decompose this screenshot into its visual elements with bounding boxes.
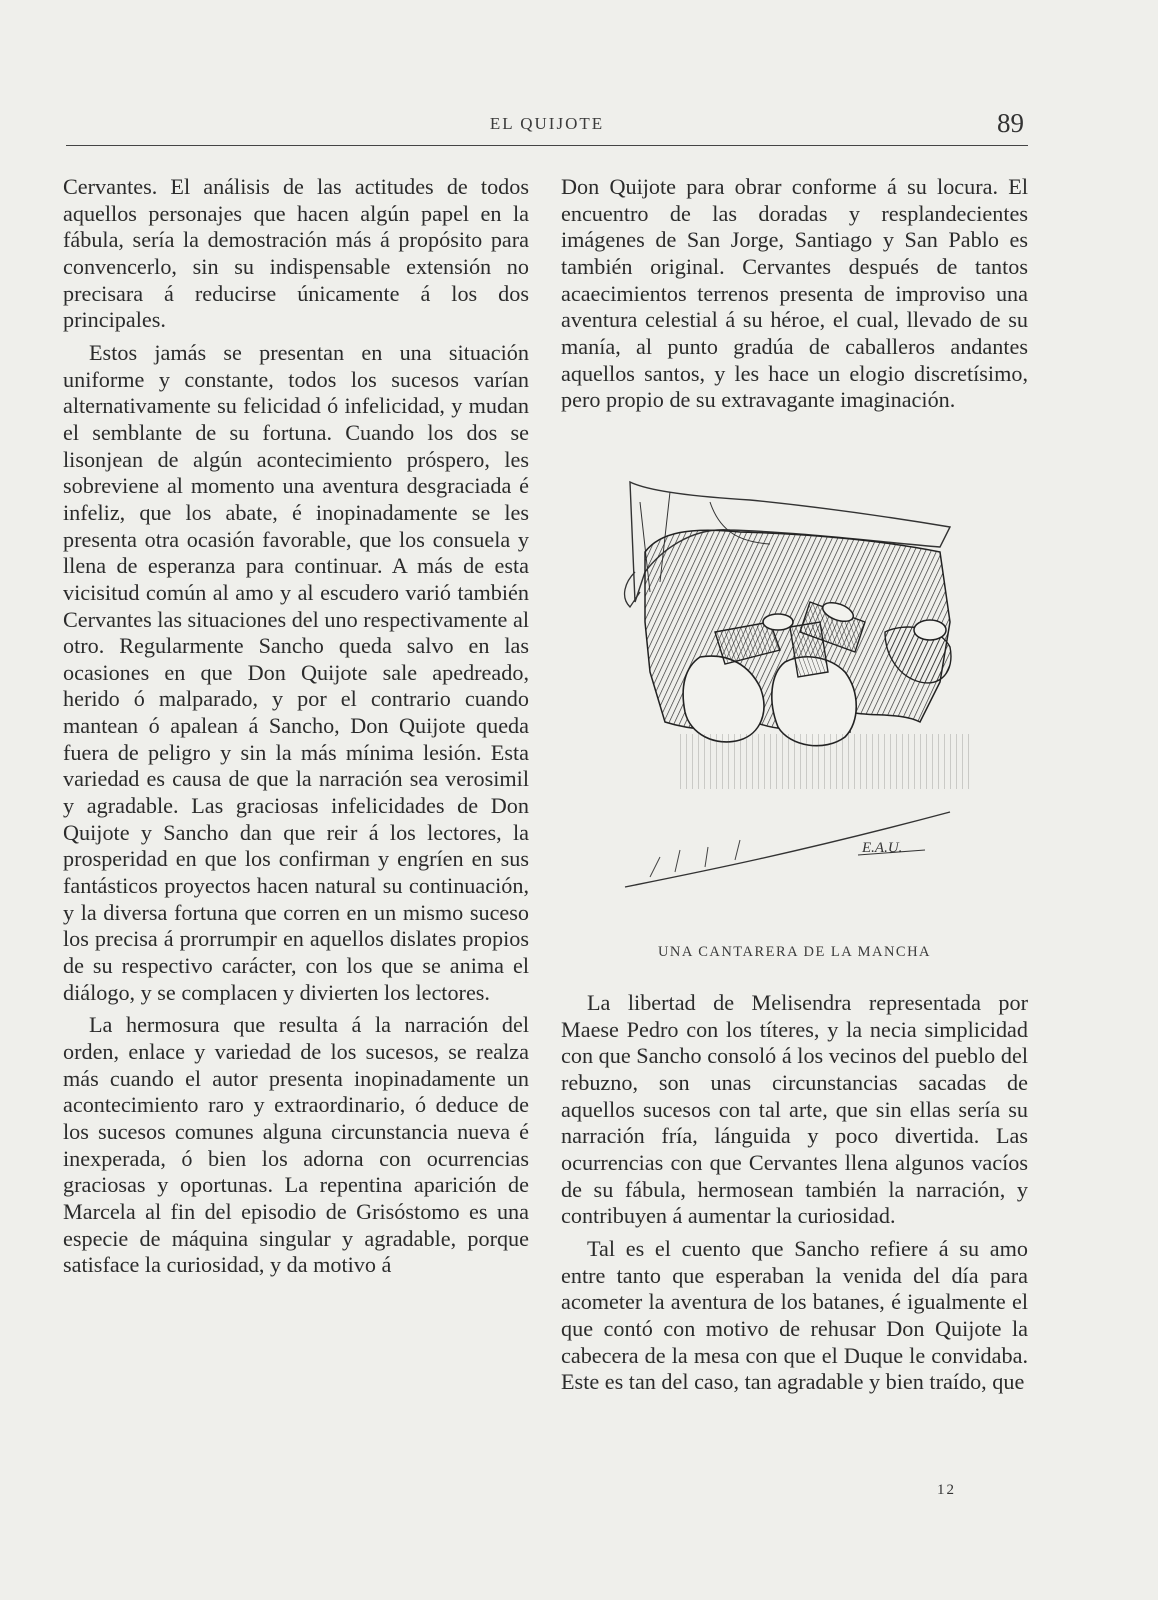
paragraph: La hermosura que resulta á la narración del orden, enlace y variedad de los sucesos, se realza más cuando el autor presenta inopinadamente un acontecimiento raro y extraordinario, ó deduce de los sucesos comunes alguna circunstancia nueva é inexperada, ó bien los adorna con ocurrencias graciosas y oportunas. La repentina aparición de Marcela al fin del episodio de Grisóstomo es una especie de máquina singular y agradable, porque satisface la curiosidad, y da motivo á xyxy=(63,1012,529,1278)
cantarera-drawing xyxy=(620,472,1000,912)
header-rule xyxy=(66,145,1028,146)
paragraph: Don Quijote para obrar conforme á su locura. El encuentro de las doradas y resplandecientes imágenes de San Jorge, Santiago y San Pablo es también original. Cervantes después de tantos acaecimientos terrenos presenta de improviso una aventura celestial á su héroe, el cual, llevado de su manía, al punto gradúa de caballeros andantes aquellos santos, y les hace un elogio discretísimo, pero propio de su extravagante imaginación. xyxy=(561,174,1028,413)
paragraph: Tal es el cuento que Sancho refiere á su amo entre tanto que esperaban la venida del día para acometer la aventura de los batanes, é igualmente el que contó con motivo de rehusar Don Quijote la cabecera de la mesa con que el Duque le convidaba. Este es tan del caso, tan agradable y bien traído, que xyxy=(561,1235,1028,1395)
running-title: EL QUIJOTE xyxy=(489,114,605,133)
illustration xyxy=(620,472,1000,912)
right-column-top xyxy=(561,174,1028,414)
paragraph: La libertad de Melisendra representada por Maese Pedro con los títeres, y la necia simplicidad con que Sancho consoló á los vecinos del pueblo del rebuzno, son unas circunstancias sacadas de aquellos sucesos con tal arte, que sin ellas sería su narración fría, lánguida y poco divertida. Las ocurrencias con que Cervantes llena algunos vacíos de su fábula, hermosean también la narración, y contribuyen á aumentar la curiosidad. xyxy=(561,990,1028,1229)
right-column-bottom xyxy=(561,990,1028,1396)
figure-caption: UNA CANTARERA DE LA MANCHA xyxy=(657,944,932,960)
paragraph: Cervantes. El análisis de las actitudes de todos aquellos personajes que hacen algún papel en la fábula, sería la demostración más á propósito para convencerlo, sin su indispensable extensión no precisara á reducirse únicamente á los dos principales. xyxy=(63,174,529,333)
artist-signature: E.A.U. xyxy=(862,840,903,856)
printer-signature-mark: 12 xyxy=(937,1482,956,1498)
paragraph: Estos jamás se presentan en una situación uniforme y constante, todos los sucesos varían alternativamente su felicidad ó infelicidad, y mudan el semblante de su fortuna. Cuando los dos se lisonjean de algún acontecimiento próspero, les sobreviene al momento una aventura desgraciada é infeliz, que los abate, é inopinadamente se les presenta otra ocasión favorable, que los consuela y llena de esperanza para continuar. A más de esta vicisitud común al amo y al escudero varió también Cervantes las situaciones del uno respectivamente al otro. Regularmente Sancho queda salvo en las ocasiones en que Don Quijote sale apedreado, herido ó malparado, y por el contrario cuando mantean ó apalean á Sancho, Don Quijote queda fuera de peligro y sin la más mínima lesión. Esta variedad es causa de que la narración sea verosimil y agradable. Las graciosas infelicidades de Don Quijote y Sancho dan que reir á los lectores, la prosperidad en que los confirman y engríen en sus fantásticos proyectos hacen natural su continuación, y la diversa fortuna que corren en un mismo suceso los precisa á prorrumpir en aquellos dislates propios de su respectivo carácter, con los que se anima el diálogo, y se complacen y divierten los lectores. xyxy=(63,339,529,1005)
running-head xyxy=(66,104,1028,144)
page-number: 89 xyxy=(997,108,1024,138)
left-column xyxy=(63,174,529,1279)
